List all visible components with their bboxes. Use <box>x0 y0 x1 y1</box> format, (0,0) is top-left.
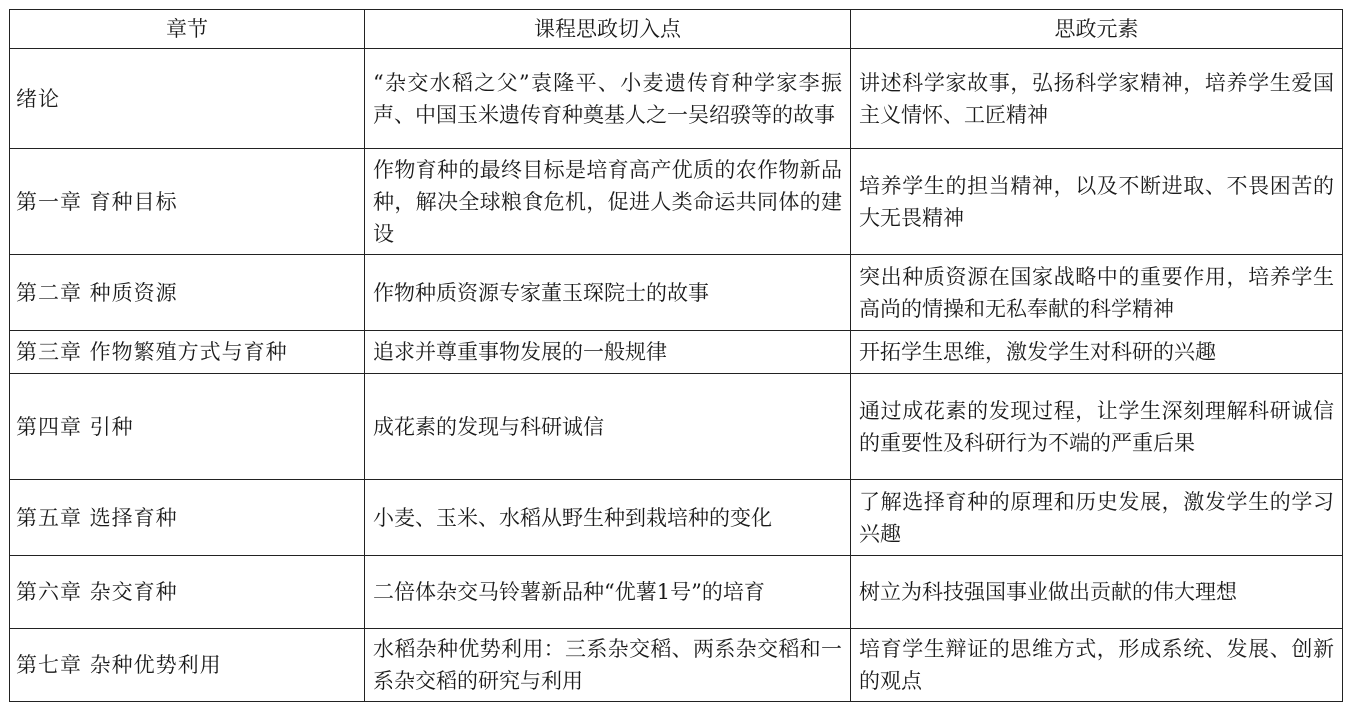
table-row <box>10 49 1343 149</box>
cell-element: 通过成花素的发现过程，让学生深刻理解科研诚信的重要性及科研行为不端的严重后果 <box>851 374 1343 480</box>
cell-entry-point: 小麦、玉米、水稻从野生种到栽培种的变化 <box>365 480 851 556</box>
cell-element: 培养学生的担当精神，以及不断进取、不畏困苦的大无畏精神 <box>851 149 1343 255</box>
cell-chapter: 第二章 种质资源 <box>10 255 365 331</box>
cell-chapter: 第六章 杂交育种 <box>10 556 365 629</box>
cell-entry-point: 作物育种的最终目标是培育高产优质的农作物新品种，解决全球粮食危机，促进人类命运共同体的建设 <box>365 149 851 255</box>
cell-chapter: 第七章 杂种优势利用 <box>10 629 365 702</box>
cell-element: 开拓学生思维，激发学生对科研的兴趣 <box>851 331 1343 374</box>
cell-element: 了解选择育种的原理和历史发展，激发学生的学习兴趣 <box>851 480 1343 556</box>
table-row <box>10 374 1343 480</box>
cell-element: 培育学生辩证的思维方式，形成系统、发展、创新的观点 <box>851 629 1343 702</box>
cell-chapter: 第三章 作物繁殖方式与育种 <box>10 331 365 374</box>
table-row <box>10 480 1343 556</box>
table-row <box>10 556 1343 629</box>
table-row <box>10 629 1343 702</box>
cell-chapter: 第五章 选择育种 <box>10 480 365 556</box>
header-element: 思政元素 <box>851 10 1343 49</box>
cell-element: 树立为科技强国事业做出贡献的伟大理想 <box>851 556 1343 629</box>
cell-entry-point: 成花素的发现与科研诚信 <box>365 374 851 480</box>
cell-chapter: 绪论 <box>10 49 365 149</box>
cell-element: 讲述科学家故事，弘扬科学家精神，培养学生爱国主义情怀、工匠精神 <box>851 49 1343 149</box>
cell-entry-point: 二倍体杂交马铃薯新品种“优薯1号”的培育 <box>365 556 851 629</box>
table-row <box>10 149 1343 255</box>
table-row <box>10 331 1343 374</box>
cell-element: 突出种质资源在国家战略中的重要作用，培养学生高尚的情操和无私奉献的科学精神 <box>851 255 1343 331</box>
ideology-table-container <box>9 9 1342 702</box>
cell-entry-point: 追求并尊重事物发展的一般规律 <box>365 331 851 374</box>
cell-chapter: 第一章 育种目标 <box>10 149 365 255</box>
table-row <box>10 255 1343 331</box>
ideology-elements-table <box>9 9 1343 702</box>
cell-entry-point: “杂交水稻之父”袁隆平、小麦遗传育种学家李振声、中国玉米遗传育种奠基人之一吴绍骙等的故事 <box>365 49 851 149</box>
cell-entry-point: 水稻杂种优势利用：三系杂交稻、两系杂交稻和一系杂交稻的研究与利用 <box>365 629 851 702</box>
cell-chapter: 第四章 引种 <box>10 374 365 480</box>
header-entry-point: 课程思政切入点 <box>365 10 851 49</box>
cell-entry-point: 作物种质资源专家董玉琛院士的故事 <box>365 255 851 331</box>
table-header-row <box>10 10 1343 49</box>
header-chapter: 章节 <box>10 10 365 49</box>
